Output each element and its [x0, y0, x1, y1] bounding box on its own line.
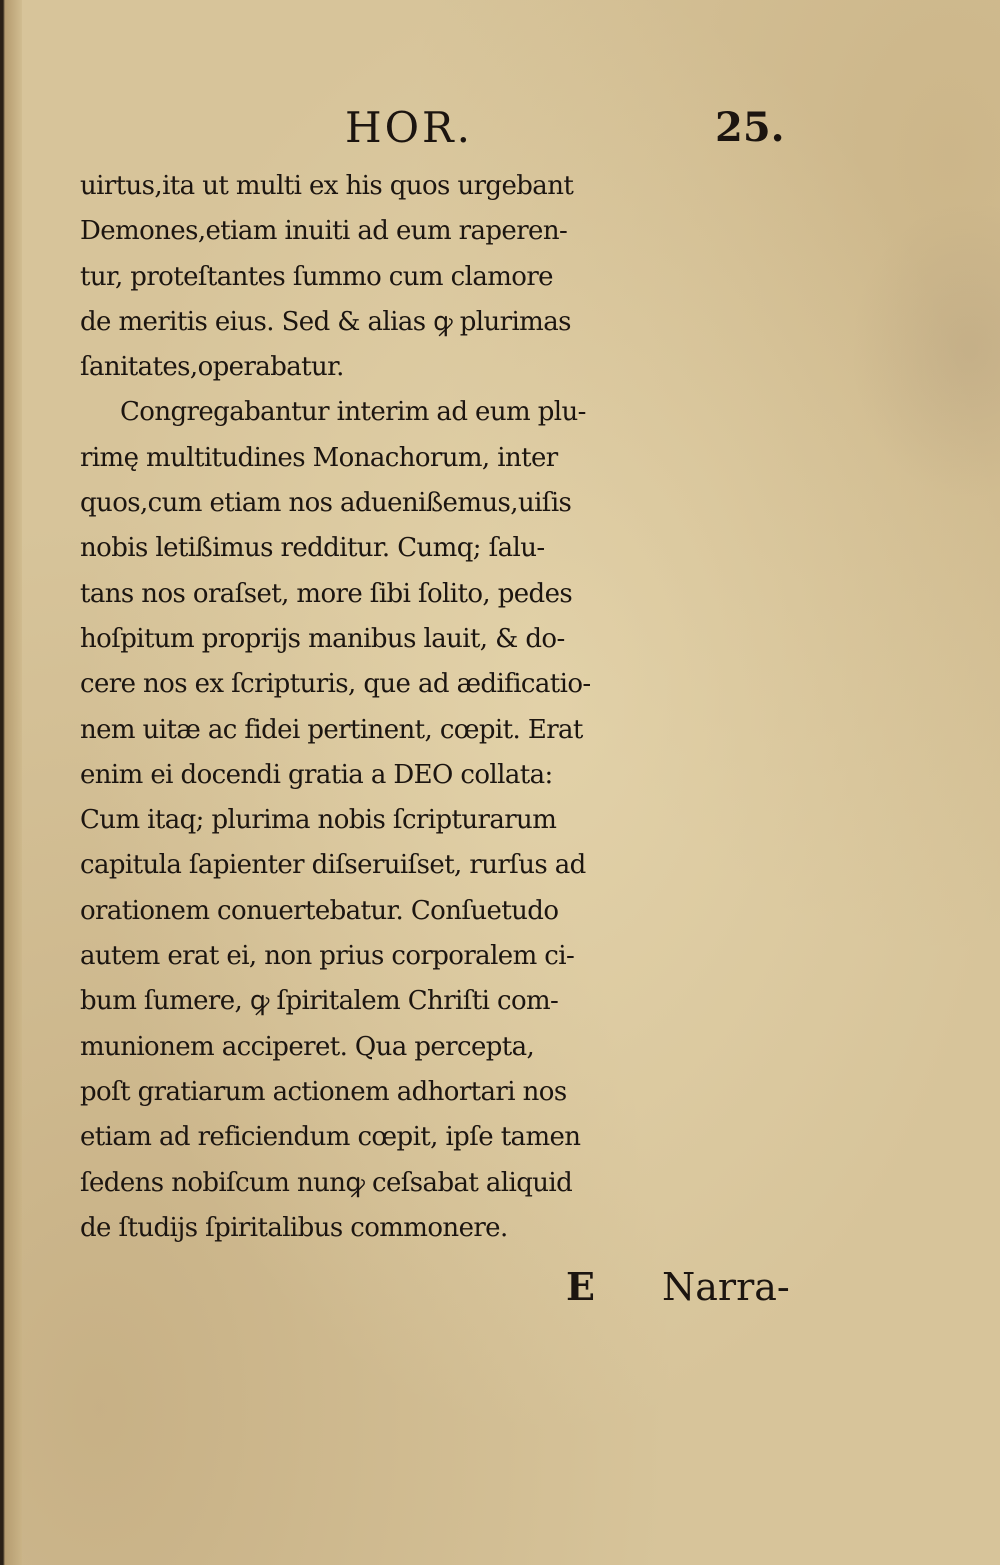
text-line: orationem conuertebatur. Conſuetudo	[80, 895, 559, 926]
text-line: autem erat ei, non prius corporalem ci-	[80, 941, 575, 972]
text-line: munionem acciperet. Qua percepta,	[80, 1031, 535, 1062]
text-line: rimę multitudines Monachorum, inter	[80, 442, 558, 473]
text-line: Congregabantur interim ad eum plu-	[120, 397, 586, 428]
text-line: uirtus,ita ut multi ex his quos urgebant	[80, 171, 574, 201]
body-text	[80, 164, 820, 1251]
folio-number: 25.	[715, 104, 785, 151]
text-line: quos,cum etiam nos aduenißemus,uiſis	[80, 488, 572, 519]
text-line: ſedens nobiſcum nunꝙ ceſsabat aliquid	[80, 1167, 573, 1198]
text-line: Cum itaq; plurima nobis ſcripturarum	[80, 805, 557, 836]
signature-mark: E	[566, 1264, 595, 1309]
text-line: cere nos ex ſcripturis, que ad ædificatio-	[80, 669, 591, 700]
text-line: capitula ſapienter diſseruiſset, rurſus ad	[80, 850, 586, 881]
text-line: Demones,etiam inuiti ad eum raperen-	[80, 216, 568, 247]
page-footer	[0, 1262, 1000, 1312]
text-line: de meritis eius. Sed & alias ꝙ plurimas	[80, 306, 571, 337]
show-through-stain	[850, 200, 1000, 500]
text-line: enim ei docendi gratia a DEO collata:	[80, 759, 553, 790]
text-line: tans nos oraſset, more ſibi ſolito, pedes	[80, 578, 573, 609]
text-line: poſt gratiarum actionem adhortari nos	[80, 1076, 567, 1107]
catchword: Narra-	[662, 1265, 790, 1309]
page-header	[0, 98, 1000, 158]
text-line: de ſtudijs ſpiritalibus commonere.	[80, 1212, 508, 1243]
text-line: nem uitæ ac fidei pertinent, cœpit. Erat	[80, 714, 583, 745]
text-line: nobis letißimus redditur. Cumq; ſalu-	[80, 533, 545, 564]
text-line: bum ſumere, ꝙ ſpiritalem Chriſti com-	[80, 986, 559, 1017]
text-line: ſanitates,operabatur.	[80, 352, 344, 383]
page-gutter-shadow	[0, 0, 22, 1565]
text-line: tur, proteſtantes ſummo cum clamore	[80, 261, 553, 292]
running-head: HOR.	[345, 103, 474, 152]
text-line: etiam ad reficiendum cœpit, ipſe tamen	[80, 1122, 581, 1153]
text-line: hoſpitum proprijs manibus lauit, & do-	[80, 623, 565, 654]
